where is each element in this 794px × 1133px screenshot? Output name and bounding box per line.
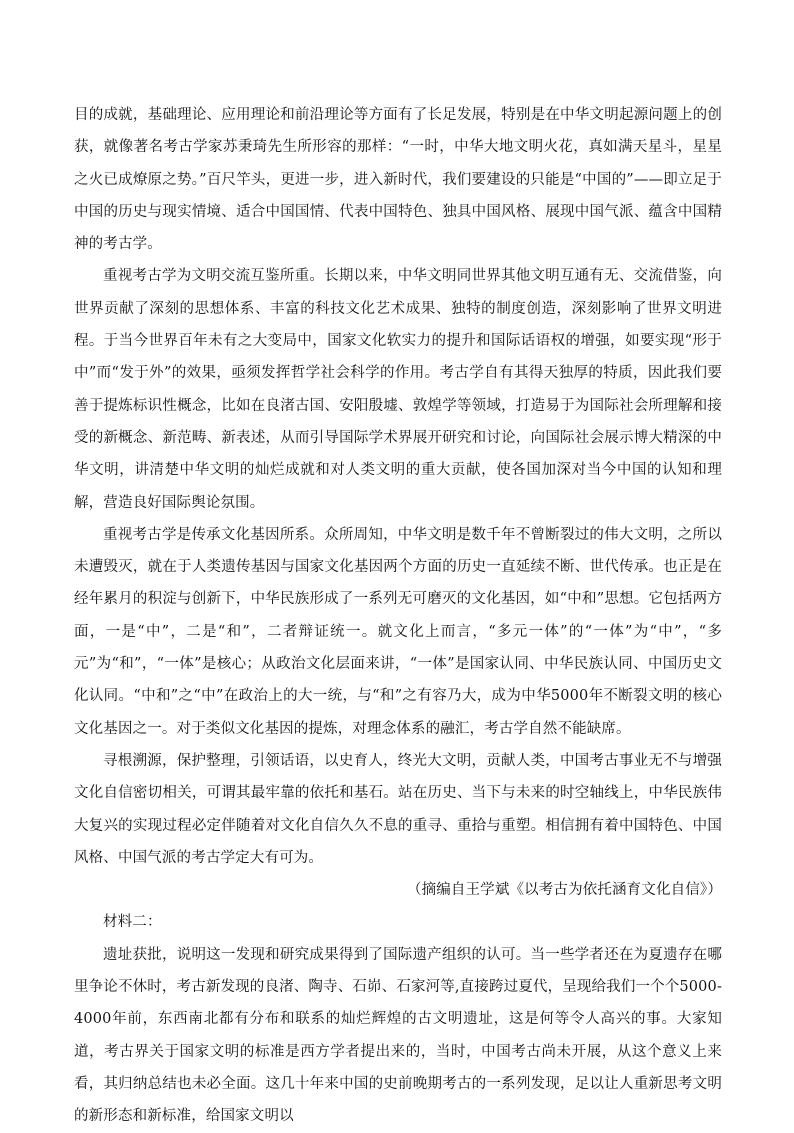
source-citation: （摘编自王学斌《以考古为依托涵育文化自信》） [406, 882, 722, 899]
paragraph-4: 寻根溯源，保护整理，引领话语，以史育人，终光大文明，贡献人类，中国考古事业无不与增强文化自信密切相关，可谓其最牢靠的依托和基石。站在历史、当下与未来的时空轴线上，中华民族伟大复兴的实现过程必定伴随着对文化自信久久不息的重寻、重拾与重塑。相信拥有着中国特色、中国风格、中国气派的考古学定大有可为。 [74, 752, 722, 866]
paragraph-1: 目的成就，基础理论、应用理论和前沿理论等方面有了长足发展，特别是在中华文明起源问题上的创获，就像著名考古学家苏秉琦先生所形容的那样：“一时，中华大地文明火花，真如满天星斗，星星之火已成燎原之势。”百尺竿头，更进一步，进入新时代，我们要建设的只能是“中国的”——即立足于中国的历史与现实情境、适合中国国情、代表中国特色、独具中国风格、展现中国气派、蕴含中国精神的考古学。 [74, 107, 722, 253]
paragraph-3: 重视考古学是传承文化基因所系。众所周知，中华文明是数千年不曾断裂过的伟大文明，之所以未遭毁灭，就在于人类遗传基因与国家文化基因两个方面的历史一直延续不断、世代传承。也正是在经年累月的积淀与创新下，中华民族形成了一系列无可磨灭的文化基因，如“中和”思想。它包括两方面，一是“中”，二是“和”，二者辩证统一。就文化上而言，“多元一体”的“一体”为“中”，“多元”为“和”，“一体”是核心；从政治文化层面来讲，“一体”是国家认同、中华民族认同、中国历史文化认同。“中和”之“中”在政治上的大一统，与“和”之有容乃大，成为中华5000年不断裂文明的核心文化基因之一。对于类似文化基因的提炼，对理念体系的融汇，考古学自然不能缺席。 [74, 526, 722, 737]
document-body [74, 99, 722, 1133]
paragraph-2: 重视考古学为文明交流互鉴所重。长期以来，中华文明同世界其他文明互通有无、交流借鉴，向 世界贡献了深刻的思想体系、丰富的科技文化艺术成果、独特的制度创造，深刻影响了世界文明进程。于当今世界百年未有之大变局中，国家文化软实力的提升和国际话语权的增强，如要实现“形于中”而“发于外”的效果，亟须发挥哲学社会科学的作用。考古学自有其得天独厚的特质，因此我们要善于提炼标识性概念，比如在良渚古国、安阳殷墟、敦煌学等领域，打造易于为国际社会所理解和接受的新概念、新范畴、新表述，从而引导国际学术界展开研究和讨论，向国际社会展示博大精深的中华文明，讲清楚中华文明的灿烂成就和对人类文明的重大贡献，使各国加深对当今中国的认知和理解，营造良好国际舆论氛围。 [74, 268, 722, 511]
material-heading: 材料二： [103, 914, 162, 931]
paragraph-5: 遗址获批，说明这一发现和研究成果得到了国际遗产组织的认可。当一些学者还在为夏遗存在哪里争论不休时，考古新发现的良渚、陶寺、石峁、石家河等,直接跨过夏代，呈现给我们一个个5000-4000年前，东西南北都有分布和联系的灿烂辉煌的古文明遗址，这是何等令人高兴的事。大家知道，考古界关于国家文明的标准是西方学者提出来的，当时，中国考古尚未开展，从这个意义上来看，其归纳总结也未必全面。这几十年来中国的史前晚期考古的一系列发现，足以让人重新思考文明的新形态和新标准，给国家文明以 [74, 946, 722, 1125]
